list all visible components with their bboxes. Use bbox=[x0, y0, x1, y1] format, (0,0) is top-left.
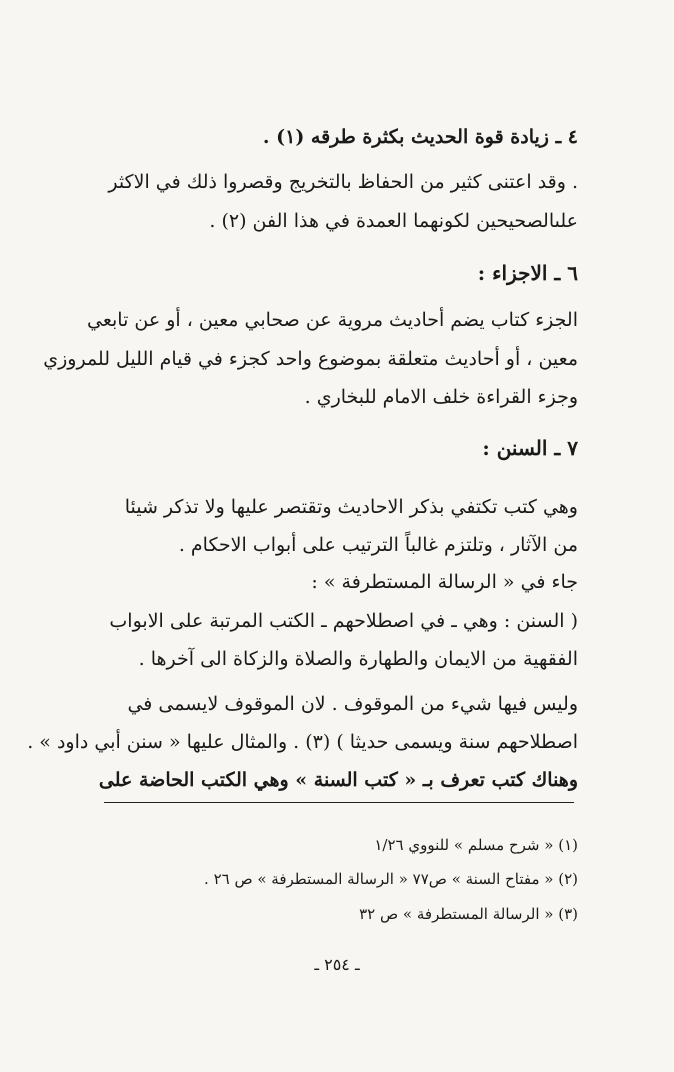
body-line: من الآثار ، وتلتزم غالباً الترتيب على أبواب الاحكام . bbox=[178, 534, 578, 556]
body-line: وهناك كتب تعرف بـ « كتب السنة » وهي الكتب الحاضة على bbox=[98, 769, 578, 791]
body-line: اصطلاحهم سنة ويسمى حديثا ) (٣) . والمثال عليها « سنن أبي داود » . bbox=[27, 731, 578, 753]
body-line: الجزء كتاب يضم أحاديث مروية عن صحابي معين ، أو عن تابعي bbox=[87, 309, 578, 331]
section-heading: ٦ ـ الاجزاء : bbox=[477, 261, 578, 285]
quote-line: ( السنن : وهي ـ في اصطلاحهم ـ الكتب المرتبة على الابواب bbox=[109, 610, 578, 632]
body-line: معين ، أو أحاديث متعلقة بموضوع واحد كجزء في قيام الليل للمروزي bbox=[43, 348, 578, 370]
page-number: ـ ٢٥٤ ـ bbox=[314, 955, 360, 974]
body-line: وجزء القراءة خلف الامام للبخاري . bbox=[304, 386, 578, 408]
body-line: . وقد اعتنى كثير من الحفاظ بالتخريج وقصروا ذلك في الاكثر bbox=[108, 171, 578, 193]
body-line: علىالصحيحين لكونهما العمدة في هذا الفن (٢) . bbox=[209, 210, 578, 232]
footnote: (٣) « الرسالة المستطرفة » ص ٣٢ bbox=[359, 905, 578, 923]
footnote: (٢) « مفتاح السنة » ص٧٧ « الرسالة المستطرفة » ص ٢٦ . bbox=[204, 870, 578, 888]
body-line: ٤ ـ زيادة قوة الحديث بكثرة طرقه (١) . bbox=[262, 126, 578, 148]
footnote: (١) « شرح مسلم » للنووي ١/٢٦ bbox=[374, 836, 578, 854]
body-line: وليس فيها شيء من الموقوف . لان الموقوف لايسمى في bbox=[127, 693, 578, 715]
body-line: وهي كتب تكتفي بذكر الاحاديث وتقتصر عليها ولا تذكر شيئا bbox=[124, 496, 578, 518]
body-line: جاء في « الرسالة المستطرفة » : bbox=[311, 571, 578, 593]
footnote-divider bbox=[104, 802, 574, 803]
section-heading: ٧ ـ السنن : bbox=[482, 436, 578, 460]
quote-line: الفقهية من الايمان والطهارة والصلاة والزكاة الى آخرها . bbox=[138, 648, 578, 670]
